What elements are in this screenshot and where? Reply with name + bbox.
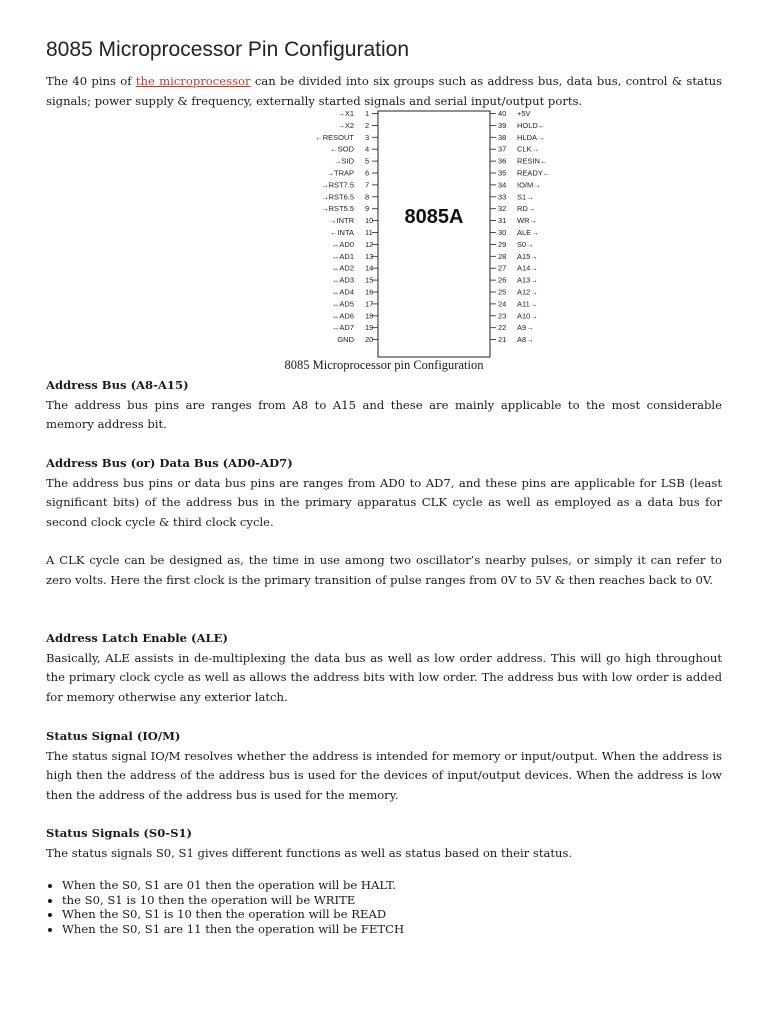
pin-number: 33 — [498, 192, 507, 202]
list-item: • When the S0, S1 are 01 then the operation will be HALT. — [62, 878, 404, 893]
pin-label: →INTR — [329, 216, 354, 226]
section-paragraph: The address bus pins are ranges from A8 to A15 and these are mainly applicable to the most considerable memory address bit. — [46, 397, 722, 431]
pin-label: A8→ — [517, 335, 534, 345]
pin-number: 27 — [498, 263, 507, 273]
pin-label: +5V — [517, 109, 531, 118]
pin-number: 34 — [498, 180, 507, 190]
pin-number: 7 — [365, 180, 370, 190]
chip-label: 8085A — [404, 206, 464, 228]
pin-label: ↔AD2 — [331, 263, 354, 273]
pin-label: S0→ — [517, 239, 534, 249]
pin-label: HLDA→ — [517, 132, 545, 142]
pin-label: ↔AD6 — [331, 311, 354, 321]
figure-caption: 8085 Microprocessor pin Configuration — [284, 358, 484, 372]
pin-number: 8 — [365, 192, 370, 202]
pin-label: A9→ — [517, 323, 534, 333]
list-item: • the S0, S1 is 10 then the operation will be WRITE — [62, 893, 404, 908]
pin-label: ↔AD0 — [331, 239, 354, 249]
pin-label: →RST7.5 — [321, 180, 354, 190]
section-ale — [46, 629, 722, 707]
pin-label: WR→ — [517, 216, 537, 226]
section-paragraph: Basically, ALE assists in de-multiplexing the data bus as well as low order address. This will go high throughout the primary clock cycle as well as allows the address bits with low order. The address bus with low order is added for memory otherwise any exterior latch. — [46, 650, 722, 704]
pin-label: ALE→ — [517, 228, 539, 237]
pin-number: 28 — [498, 251, 507, 261]
pin-number: 39 — [498, 120, 507, 130]
pin-label: A13→ — [517, 275, 538, 285]
pin-number: 1 — [365, 109, 370, 118]
left-pins — [315, 109, 378, 344]
pin-label: GND — [337, 335, 354, 345]
pin-number: 5 — [365, 156, 370, 166]
list-item: • When the S0, S1 is 10 then the operation will be READ — [62, 907, 404, 922]
pin-number: 11 — [365, 228, 373, 237]
section-heading: Status Signals (S0-S1) — [46, 826, 193, 840]
list-item: • When the S0, S1 are 11 then the operation will be FETCH — [62, 922, 404, 937]
section-heading: Address Bus (A8-A15) — [46, 378, 189, 392]
pin-number: 15 — [365, 275, 374, 285]
chip-body — [378, 111, 490, 357]
pin-label: →X2 — [337, 120, 354, 130]
pin-number: 22 — [498, 323, 507, 333]
pin-number: 16 — [365, 287, 374, 297]
pin-number: 2 — [365, 120, 370, 130]
pin-label: →X1 — [337, 109, 354, 118]
pin-label: ↔AD7 — [331, 323, 354, 333]
microprocessor-link[interactable]: the microprocessor — [135, 74, 251, 88]
pin-number: 12 — [365, 239, 374, 249]
pin-number: 38 — [498, 132, 507, 142]
pin-number: 36 — [498, 156, 507, 166]
pin-label: →SID — [333, 156, 354, 166]
pin-number: 29 — [498, 239, 507, 249]
pin-label: S1→ — [517, 192, 534, 202]
pin-number: 30 — [498, 228, 507, 237]
section-heading: Status Signal (IO/M) — [46, 729, 181, 743]
pin-number: 20 — [365, 335, 374, 345]
intro-text-after: can be divided into six groups such as address bus, data bus, control & status signals; power supply & frequency, externally started signals and serial input/output ports. — [46, 74, 723, 108]
pin-label: A14→ — [517, 263, 538, 273]
pin-label: HOLD← — [517, 120, 546, 130]
section-paragraph: The status signals S0, S1 gives different functions as well as status based on their status. — [46, 845, 573, 860]
pin-diagram — [256, 108, 556, 360]
pin-label: IO/M→ — [517, 180, 541, 190]
pin-number: 24 — [498, 299, 507, 309]
pin-label: A12→ — [517, 287, 538, 297]
pin-number: 32 — [498, 204, 507, 214]
pin-number: 25 — [498, 287, 507, 297]
section-address-bus — [46, 376, 722, 435]
pin-label: ↔AD1 — [331, 251, 354, 261]
pin-label: CLK→ — [517, 144, 540, 154]
section-address-data-bus — [46, 454, 722, 590]
pin-label: ↔AD3 — [331, 275, 354, 285]
pin-number: 10 — [365, 216, 374, 226]
status-bullet-list — [46, 878, 404, 936]
pin-label: →RST5.5 — [321, 204, 354, 214]
page-title: 8085 Microprocessor Pin Configuration — [46, 38, 410, 61]
pin-number: 17 — [365, 299, 374, 309]
section-status-iom — [46, 727, 722, 805]
pin-number: 35 — [498, 168, 507, 178]
pin-number: 31 — [498, 216, 507, 226]
section-paragraph: A CLK cycle can be designed as, the time in use among two oscillator’s nearby pulses, or simply it can refer to zero volts. Here the first clock is the primary transition of pulse ranges from 0V to 5V & then reaches back to 0V. — [46, 553, 722, 587]
intro-text-before: The 40 pins of — [46, 74, 136, 88]
pin-label: A10→ — [517, 311, 538, 321]
pin-number: 9 — [365, 204, 370, 214]
pin-label: →RST6.5 — [321, 192, 354, 202]
intro-paragraph — [46, 72, 722, 111]
pin-number: 6 — [365, 168, 370, 178]
pin-number: 19 — [365, 323, 374, 333]
pin-label: ↔AD5 — [331, 299, 354, 309]
pin-number: 18 — [365, 311, 374, 321]
pin-label: A11→ — [517, 299, 538, 309]
section-status-s0-s1 — [46, 824, 722, 863]
pin-number: 40 — [498, 109, 507, 118]
pin-label: READY← — [517, 168, 551, 178]
pin-label: ←RESOUT — [315, 132, 354, 142]
pin-number: 14 — [365, 263, 374, 273]
pin-number: 37 — [498, 144, 507, 154]
pin-label: ↔AD4 — [331, 287, 354, 297]
pin-label: RD→ — [517, 204, 536, 214]
right-pins — [490, 109, 550, 344]
section-paragraph: The address bus pins or data bus pins are ranges from AD0 to AD7, and these pins are applicable for LSB (least significant bits) of the address bus in the primary apparatus CLK cycle as well as employed as a data bus for second clock cycle & third clock cycle. — [46, 475, 722, 529]
pin-number: 26 — [498, 275, 507, 285]
section-heading: Address Latch Enable (ALE) — [46, 631, 228, 645]
pin-number: 3 — [365, 132, 370, 142]
pin-number: 23 — [498, 311, 507, 321]
section-heading: Address Bus (or) Data Bus (AD0-AD7) — [46, 456, 293, 470]
pin-number: 21 — [498, 335, 507, 345]
pin-label: ←SOD — [330, 144, 354, 154]
pin-diagram-svg — [256, 108, 556, 360]
pin-label: ←INTA — [329, 228, 354, 237]
pin-label: A15→ — [517, 251, 538, 261]
pin-number: 13 — [365, 251, 374, 261]
pin-label: RESIN← — [517, 156, 548, 166]
pin-number: 4 — [365, 144, 370, 154]
pin-label: →TRAP — [326, 168, 354, 178]
section-paragraph: The status signal IO/M resolves whether the address is intended for memory or input/output. When the address is high then the address of the address bus is used for the devices of input/output devices. When the address is low then the address of the address bus is used for the memory. — [46, 748, 722, 802]
